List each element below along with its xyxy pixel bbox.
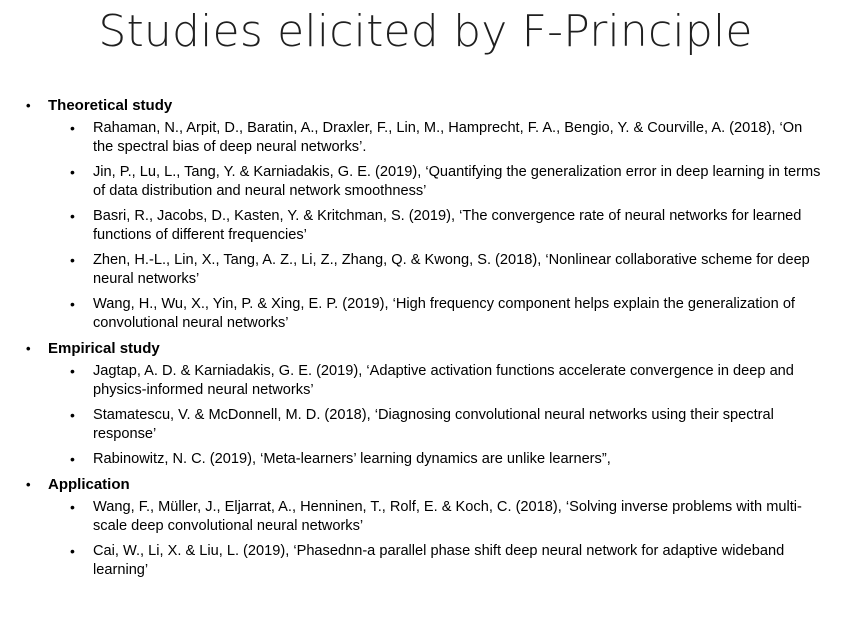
section-heading xyxy=(26,339,826,358)
bullet-icon: • xyxy=(70,164,75,180)
reference-item xyxy=(26,207,826,245)
reference-text: Stamatescu, V. & McDonnell, M. D. (2018), ‘Diagnosing convolutional neural networks using their spectral response’ xyxy=(93,407,774,442)
section-empirical-study xyxy=(26,339,826,469)
reference-item xyxy=(26,362,826,400)
reference-text: Wang, H., Wu, X., Yin, P. & Xing, E. P. (2019), ‘High frequency component helps explain the generalization of convolutional neural networks’ xyxy=(93,296,795,331)
bullet-icon: • xyxy=(70,407,75,423)
reference-item xyxy=(26,498,826,536)
reference-item xyxy=(26,119,826,157)
reference-items xyxy=(26,119,826,333)
reference-item xyxy=(26,406,826,444)
bullet-icon: • xyxy=(70,120,75,136)
reference-items xyxy=(26,498,826,580)
bullet-icon: • xyxy=(26,341,31,356)
bullet-icon: • xyxy=(26,98,31,113)
slide-title: Studies elicited by F-Principle xyxy=(98,6,753,57)
reference-text: Cai, W., Li, X. & Liu, L. (2019), ‘Phasednn-a parallel phase shift deep neural network for adaptive wideband learning’ xyxy=(93,543,785,578)
section-heading-label: Empirical study xyxy=(48,340,160,357)
bullet-icon: • xyxy=(70,296,75,312)
reference-items xyxy=(26,362,826,469)
section-heading-label: Application xyxy=(48,476,130,493)
bullet-icon: • xyxy=(70,499,75,515)
reference-list xyxy=(26,96,826,586)
reference-item xyxy=(26,450,826,469)
reference-item xyxy=(26,295,826,333)
reference-text: Wang, F., Müller, J., Eljarrat, A., Henninen, T., Rolf, E. & Koch, C. (2018), ‘Solving inverse problems with multi-scale deep convolutional neural networks’ xyxy=(93,499,802,534)
reference-text: Rahaman, N., Arpit, D., Baratin, A., Draxler, F., Lin, M., Hamprecht, F. A., Bengio, Y. & Courville, A. (2018), ‘On the spectral bias of deep neural networks’. xyxy=(93,120,803,155)
reference-item xyxy=(26,163,826,201)
bullet-icon: • xyxy=(70,451,75,467)
reference-text: Zhen, H.-L., Lin, X., Tang, A. Z., Li, Z., Zhang, Q. & Kwong, S. (2018), ‘Nonlinear collaborative scheme for deep neural networks’ xyxy=(93,252,810,287)
section-heading-label: Theoretical study xyxy=(48,97,173,114)
reference-text: Jin, P., Lu, L., Tang, Y. & Karniadakis, G. E. (2019), ‘Quantifying the generalization error in deep learning in terms of data distribution and neural network smoothness’ xyxy=(93,164,821,199)
reference-text: Basri, R., Jacobs, D., Kasten, Y. & Kritchman, S. (2019), ‘The convergence rate of neural networks for learned functions of different frequencies’ xyxy=(93,208,802,243)
bullet-icon: • xyxy=(26,477,31,492)
bullet-icon: • xyxy=(70,363,75,379)
section-application xyxy=(26,475,826,580)
bullet-icon: • xyxy=(70,543,75,559)
section-heading xyxy=(26,475,826,494)
reference-item xyxy=(26,542,826,580)
bullet-icon: • xyxy=(70,208,75,224)
bullet-icon: • xyxy=(70,252,75,268)
reference-text: Rabinowitz, N. C. (2019), ‘Meta-learners’ learning dynamics are unlike learners”, xyxy=(93,451,611,467)
reference-text: Jagtap, A. D. & Karniadakis, G. E. (2019), ‘Adaptive activation functions accelerate convergence in deep and physics-informed neural networks’ xyxy=(93,363,794,398)
section-theoretical-study xyxy=(26,96,826,333)
reference-item xyxy=(26,251,826,289)
section-heading xyxy=(26,96,826,115)
